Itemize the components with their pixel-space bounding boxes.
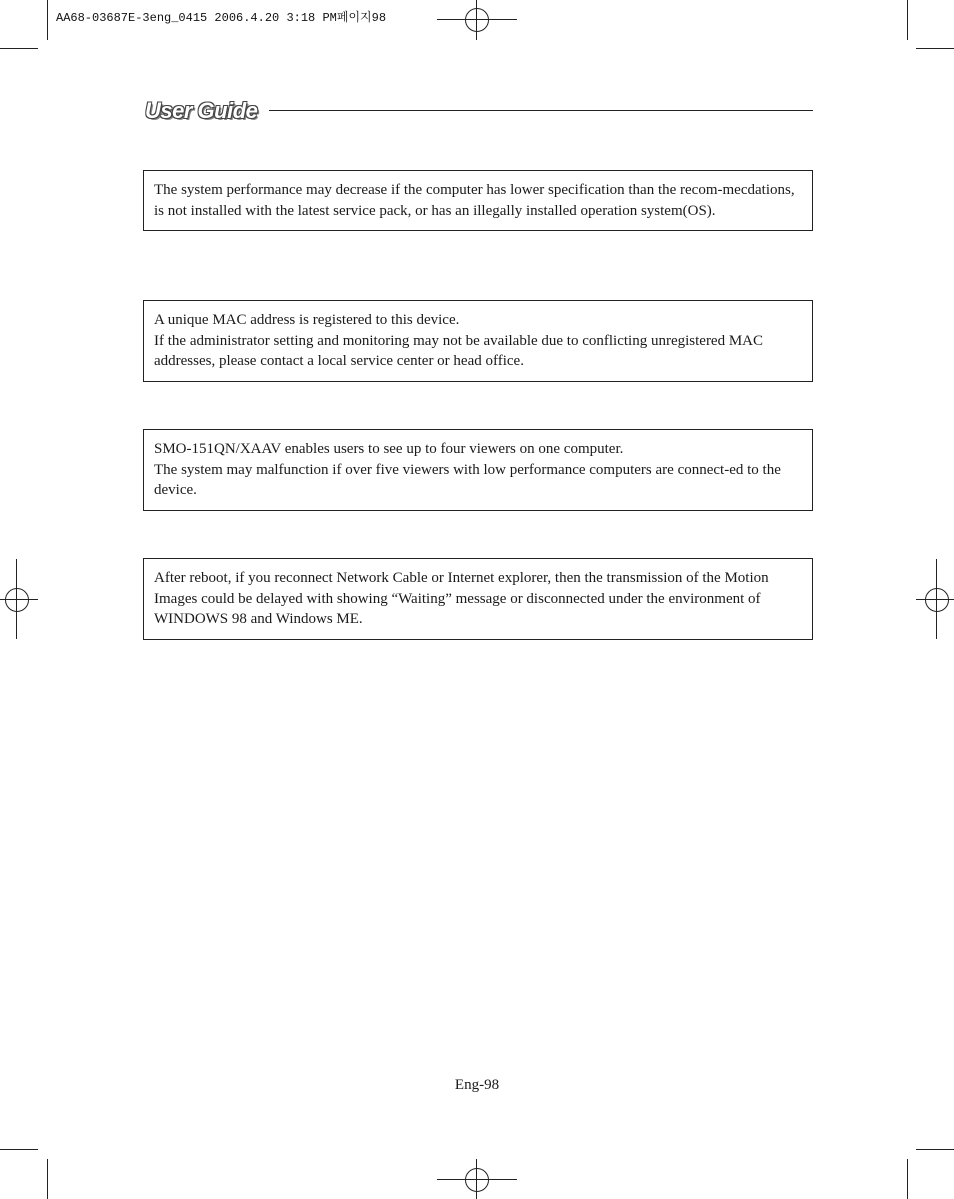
note-text: The system performance may decrease if the computer has lower specification than the recom-mecdations, is not installed with the latest service pack, or has an illegally installed operation system(OS). [154, 182, 795, 219]
note-text: If the administrator setting and monitoring may not be available due to conflicting unregistered MAC addresses, please contact a local service center or head office. [154, 332, 764, 369]
crop-mark [916, 1149, 954, 1150]
note-box-performance [143, 170, 813, 231]
page-number: Eng-98 [454, 1077, 500, 1093]
note-box-reboot [143, 558, 813, 640]
crop-mark [47, 0, 48, 40]
note-text: SMO-151QN/XAAV enables users to see up to four viewers on one computer. [154, 441, 624, 457]
section-header [143, 98, 813, 128]
note-text: The system may malfunction if over five viewers with low performance computers are connect-ed to the device. [154, 461, 781, 498]
note-text: A unique MAC address is registered to this device. [154, 312, 460, 328]
note-text: After reboot, if you reconnect Network Cable or Internet explorer, then the transmission of the Motion Images could be delayed with showing “Waiting” message or disconnected under the environment of WINDOWS 98 and Windows ME. [154, 570, 769, 627]
crop-mark [0, 48, 38, 49]
crop-mark [0, 1149, 38, 1150]
title-rule [269, 110, 813, 111]
page-title: User Guide [145, 98, 258, 123]
note-box-viewers [143, 429, 813, 511]
crop-mark [907, 1159, 908, 1199]
crop-mark [907, 0, 908, 40]
crop-mark [47, 1159, 48, 1199]
crop-mark [916, 48, 954, 49]
note-box-mac-address [143, 300, 813, 382]
print-info: AA68-03687E-3eng_0415 2006.4.20 3:18 PM페이지98 [56, 11, 387, 25]
